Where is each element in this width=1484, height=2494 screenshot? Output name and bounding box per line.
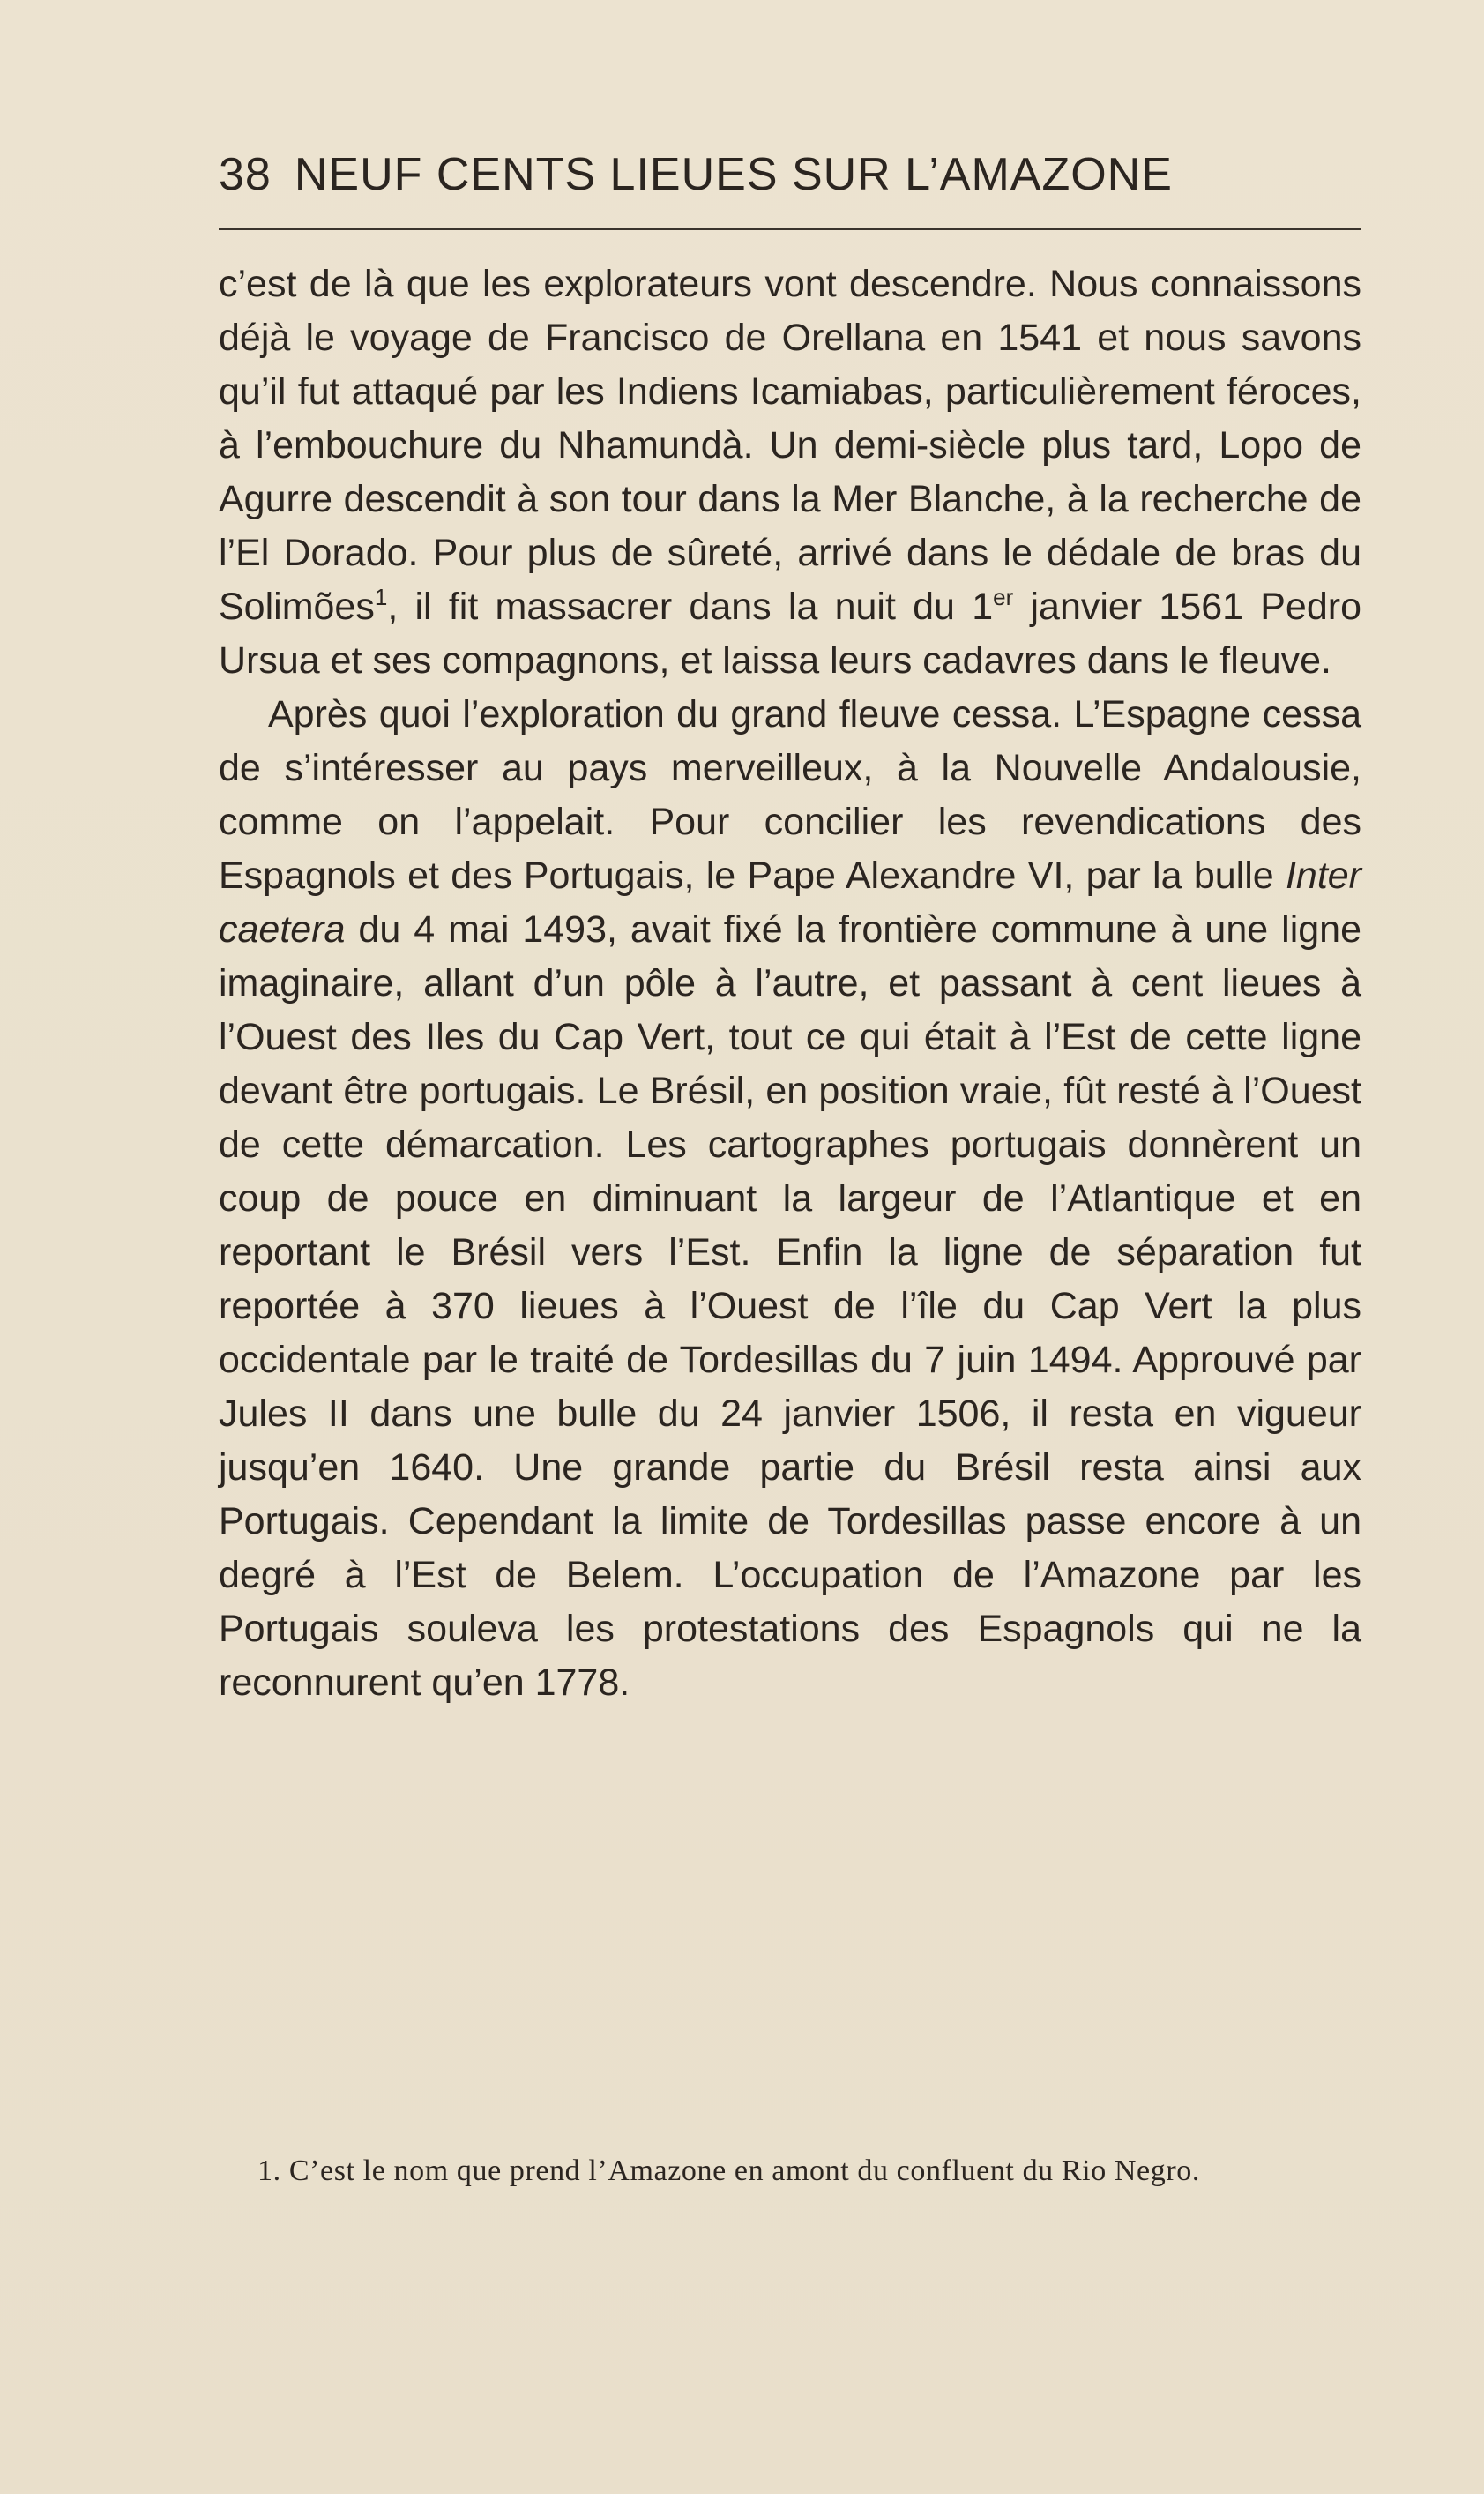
header-rule bbox=[219, 228, 1361, 230]
running-header bbox=[219, 148, 1361, 201]
body-text bbox=[219, 258, 1361, 1710]
paragraph-2 bbox=[219, 688, 1361, 1710]
footnote-reference: 1 bbox=[374, 584, 388, 610]
footnote bbox=[219, 2148, 1361, 2194]
running-title: NEUF CENTS LIEUES SUR L’AMAZONE bbox=[294, 149, 1173, 200]
ordinal-superscript: er bbox=[993, 584, 1014, 610]
paragraph-1-part-c: janvier 1561 Pedro Ursua et ses compagnons, et laissa leurs cadavres dans le fleuve. bbox=[219, 586, 1361, 682]
paragraph-2-part-b: du 4 mai 1493, avait fixé la frontière commune à une ligne imaginaire, allant d’un pôle à l’autre, et passant à cent lieues à l’Ouest des Iles du Cap Vert, tout ce qui était à l’Est de cette ligne devant être portugais. Le Brésil, en position vraie, fût resté à l’Ouest de cette démarcation. Les cartographes portugais donnèrent un coup de pouce en diminuant la largeur de l’Atlantique et en reportant le Brésil vers l’Est. Enfin la ligne de séparation fut reportée à 370 lieues à l’Ouest de l’île du Cap Vert la plus occidentale par le traité de Tordesillas du 7 juin 1494. Approuvé par Jules II dans une bulle du 24 janvier 1506, il resta en vigueur jusqu’en 1640. Une grande partie du Brésil resta ainsi aux Portugais. Cependant la limite de Tordesillas passe encore à un degré à l’Est de Belem. L’occupation de l’Amazone par les Portugais souleva les protestations des Espagnols qui ne la reconnurent qu’en 1778. bbox=[219, 908, 1361, 1704]
paragraph-1-part-b: , il fit massacrer dans la nuit du 1 bbox=[387, 586, 994, 628]
paragraph-1 bbox=[219, 258, 1361, 688]
paragraph-2-part-a: Après quoi l’exploration du grand fleuve cessa. L’Espagne cessa de s’intéresser au pays merveilleux, à la Nouvelle Andalousie, comme on l’appelait. Pour concilier les revendications des Espagnols et des Portugais, le Pape Alexandre VI, par la bulle bbox=[219, 693, 1361, 897]
footnote-text: C’est le nom que prend l’Amazone en amont du confluent du Rio Negro. bbox=[288, 2154, 1200, 2187]
page-number: 38 bbox=[219, 149, 272, 200]
footnote-number: 1. bbox=[257, 2154, 281, 2187]
paragraph-1-part-a: c’est de là que les explorateurs vont descendre. Nous connaissons déjà le voyage de Francisco de Orellana en 1541 et nous savons qu’il fut attaqué par les Indiens Icamiabas, particulièrement féroces, à l’embouchure du Nhamundà. Un demi-siècle plus tard, Lopo de Agurre descendit à son tour dans la Mer Blanche, à la recherche de l’El Dorado. Pour plus de sûreté, arrivé dans le dédale de bras du Solimões bbox=[219, 263, 1361, 628]
italic-title: Inter caetera bbox=[219, 855, 1361, 951]
